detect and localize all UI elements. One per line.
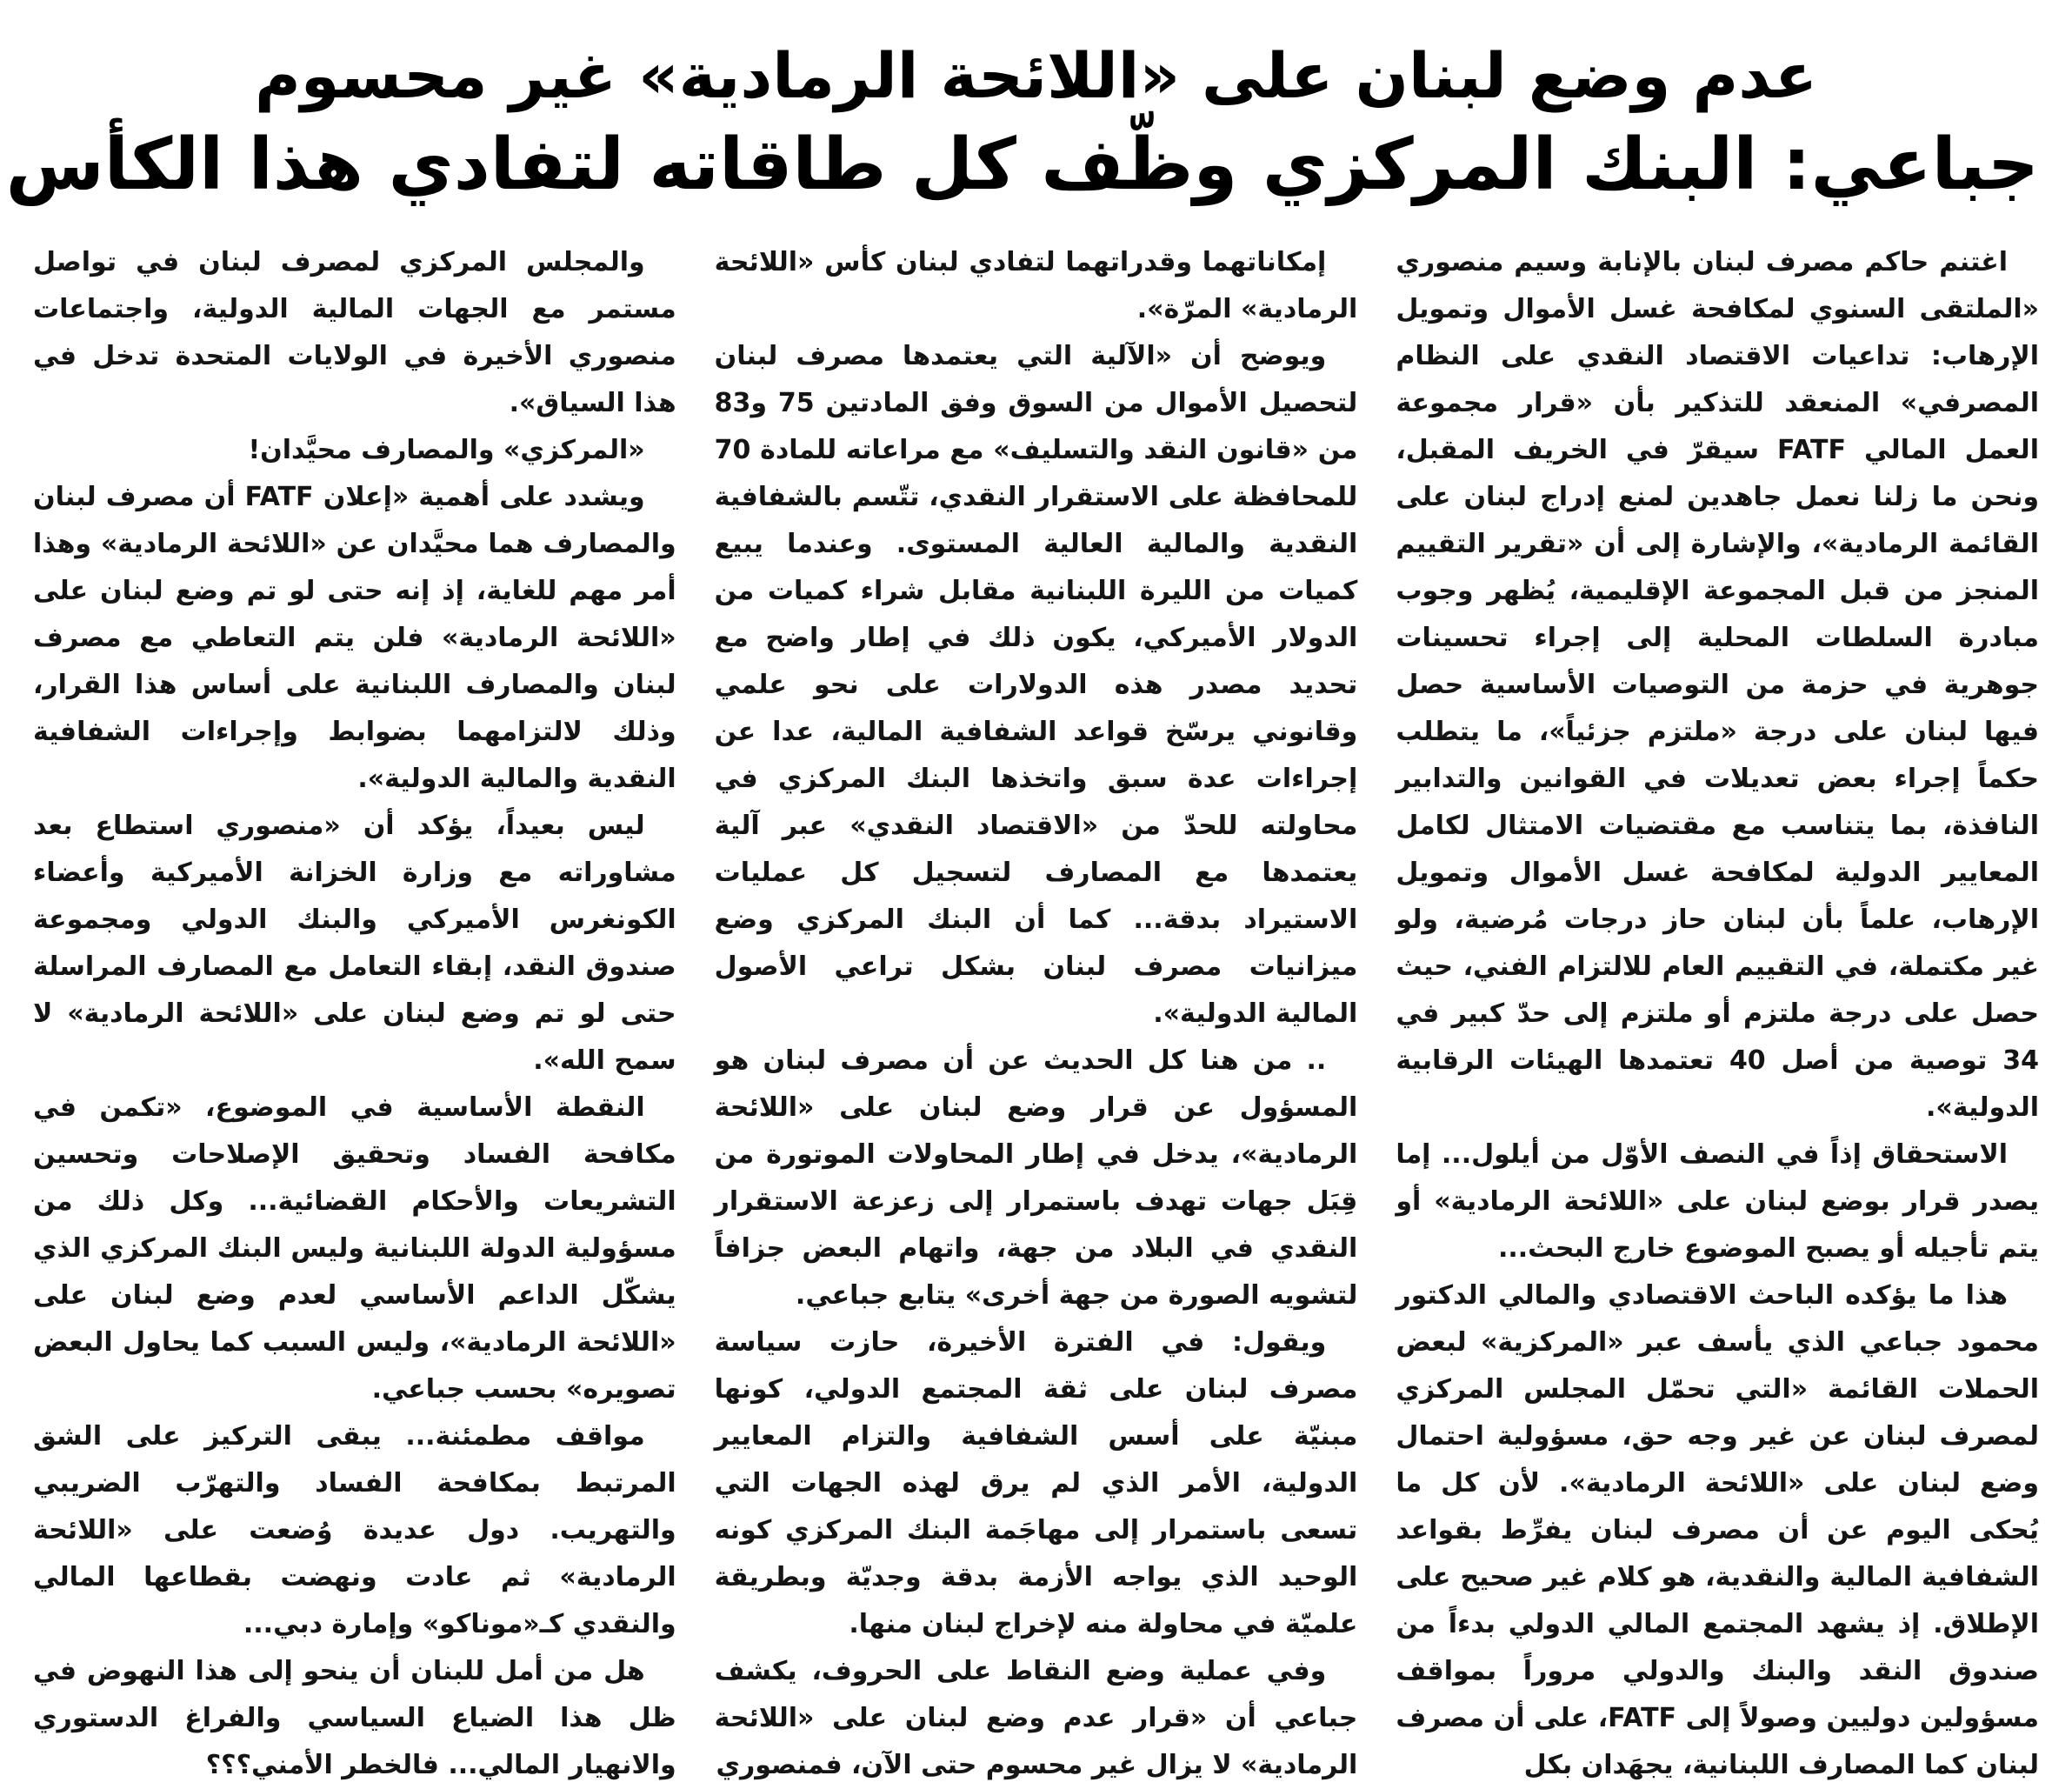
paragraph: ويوضح أن «الآلية التي يعتمدها مصرف لبنان لتحصيل الأموال من السوق وفق المادتين 75 و83 من «قانون النقد والتسليف» مع مراعاته للمادة 70 للمحافظة على الاستقرار النقدي، تتّسم بالشفافية النقدية والمالية العالية المستوى. وعندما يبيع كميات من الليرة اللبنانية مقابل شراء كميات من الدولار الأميركي، يكون ذلك في إطار واضح مع تحديد مصدر هذه الدولارات على نحو علمي وقانوني يرسّخ قواعد الشفافية المالية، عدا عن إجراءات عدة سبق واتخذها البنك المركزي في محاولته للحدّ من «الاقتصاد النقدي» عبر آلية يعتمدها مع المصارف لتسجيل كل عمليات الاستيراد بدقة... كما أن البنك المركزي وضع ميزانيات مصرف لبنان بشكل تراعي الأصول المالية الدولية».	[714, 341, 1358, 1029]
paragraph: والمجلس المركزي لمصرف لبنان في تواصل مستمر مع الجهات المالية الدولية، واجتماعات منصوري الأخيرة في الولايات المتحدة تدخل في هذا السياق».	[32, 247, 676, 418]
paragraph: وفي عملية وضع النقاط على الحروف، يكشف جباعي أن «قرار عدم وضع لبنان على «اللائحة الرمادية» لا يزال غير محسوم حتى الآن، فمنصوري	[714, 1656, 1358, 1780]
paragraph: ويقول: في الفترة الأخيرة، حازت سياسة مصرف لبنان على ثقة المجتمع الدولي، كونها مبنيّة على أسس الشفافية والتزام المعايير الدولية، الأمر الذي لم يرق لهذه الجهات التي تسعى باستمرار إلى مهاجَمة البنك المركزي كونه الوحيد الذي يواجه الأزمة بدقة وجديّة وبطريقة علميّة في محاولة منه لإخراج لبنان منها.	[714, 1327, 1358, 1639]
paragraph: الاستحقاق إذاً في النصف الأوّل من أيلول... إما يصدر قرار بوضع لبنان على «اللائحة الرمادية» أو يتم تأجيله أو يصبح الموضوع خارج البحث...	[1396, 1139, 2039, 1264]
paragraph: .. من هنا كل الحديث عن أن مصرف لبنان هو المسؤول عن قرار وضع لبنان على «اللائحة الرمادية»، يدخل في إطار المحاولات الموتورة من قِبَل جهات تهدف باستمرار إلى زعزعة الاستقرار النقدي في البلاد من جهة، واتهام البعض جزافاً لتشويه الصورة من جهة أخرى» يتابع جباعي.	[714, 1045, 1358, 1311]
column-middle	[714, 239, 1358, 1780]
paragraph: إمكاناتهما وقدراتهما لتفادي لبنان كأس «اللائحة الرمادية» المرّة».	[714, 247, 1358, 324]
subheading: «المركزي» والمصارف محيَّدان!	[248, 435, 645, 465]
paragraph: هل من أمل للبنان أن ينحو إلى هذا النهوض في ظل هذا الضياع السياسي والفراغ الدستوري والانهيار المالي... فالخطر الأمني؟؟؟	[32, 1656, 676, 1780]
paragraph: اغتنم حاكم مصرف لبنان بالإنابة وسيم منصوري «الملتقى السنوي لمكافحة غسل الأموال وتمويل الإرهاب: تداعيات الاقتصاد النقدي على النظام المصرفي» المنعقد للتذكير بأن «قرار مجموعة العمل المالي FATF سيقرّ في الخريف المقبل، ونحن ما زلنا نعمل جاهدين لمنع إدراج لبنان على القائمة الرمادية»، والإشارة إلى أن «تقرير التقييم المنجز من قبل المجموعة الإقليمية، يُظهر وجوب مبادرة السلطات المحلية إلى إجراء تحسينات جوهرية في حزمة من التوصيات الأساسية حصل فيها لبنان على درجة «ملتزم جزئياً»، ما يتطلب حكماً إجراء بعض تعديلات في القوانين والتدابير النافذة، بما يتناسب مع مقتضيات الامتثال لكامل المعايير الدولية لمكافحة غسل الأموال وتمويل الإرهاب، علماً بأن لبنان حاز درجات مُرضية، ولو غير مكتملة، في التقييم العام للالتزام الفني، حيث حصل على درجة ملتزم أو ملتزم إلى حدّ كبير في 34 توصية من أصل 40 تعتمدها الهيئات الرقابية الدولية».	[1396, 247, 2039, 1123]
paragraph: هذا ما يؤكده الباحث الاقتصادي والمالي الدكتور محمود جباعي الذي يأسف عبر «المركزية» لبعض الحملات القائمة «التي تحمّل المجلس المركزي لمصرف لبنان عن غير وجه حق، مسؤولية احتمال وضع لبنان على «اللائحة الرمادية». لأن كل ما يُحكى اليوم عن أن مصرف لبنان يفرِّط بقواعد الشفافية المالية والنقدية، هو كلام غير صحيح على الإطلاق. إذ يشهد المجتمع المالي الدولي بدءاً من صندوق النقد والبنك والدولي مروراً بمواقف مسؤولين دوليين وصولاً إلى FATF، على أن مصرف لبنان كما المصارف اللبنانية، يجهَدان بكل	[1396, 1280, 2040, 1780]
paragraph: ويشدد على أهمية «إعلان FATF أن مصرف لبنان والمصارف هما محيَّدان عن «اللائحة الرمادية» وهذا أمر مهم للغاية، إذ إنه حتى لو تم وضع لبنان على «اللائحة الرمادية» فلن يتم التعاطي مع مصرف لبنان والمصارف اللبنانية على أساس هذا القرار، وذلك لالتزامهما بضوابط وإجراءات الشفافية النقدية والمالية الدولية».	[32, 482, 676, 794]
headline-primary: عدم وضع لبنان على «اللائحة الرمادية» غير محسوم	[254, 39, 1817, 112]
article-columns	[32, 239, 2040, 1780]
paragraph: النقطة الأساسية في الموضوع، «تكمن في مكافحة الفساد وتحقيق الإصلاحات وتحسين التشريعات والأحكام القضائية... وكل ذلك من مسؤولية الدولة اللبنانية وليس البنك المركزي الذي يشكّل الداعم الأساسي لعدم وضع لبنان على «اللائحة الرمادية»، وليس السبب كما يحاول البعض تصويره» بحسب جباعي.	[32, 1092, 676, 1405]
column-left	[32, 239, 676, 1780]
headline-secondary: جباعي: البنك المركزي وظّف كل طاقاته لتفادي هذا الكأس	[5, 123, 2039, 206]
paragraph: مواقف مطمئنة... يبقى التركيز على الشق المرتبط بمكافحة الفساد والتهرّب الضريبي والتهريب. دول عديدة وُضعت على «اللائحة الرمادية» ثم عادت ونهضت بقطاعها المالي والنقدي كـ«موناكو» وإمارة دبي...	[32, 1421, 676, 1639]
paragraph: ليس بعيداً، يؤكد أن «منصوري استطاع بعد مشاوراته مع وزارة الخزانة الأميركية وأعضاء الكونغرس الأميركي والبنك الدولي ومجموعة صندوق النقد، إبقاء التعامل مع المصارف المراسلة حتى لو تم وضع لبنان على «اللائحة الرمادية» لا سمح الله».	[32, 811, 676, 1076]
column-right	[1396, 239, 2040, 1780]
